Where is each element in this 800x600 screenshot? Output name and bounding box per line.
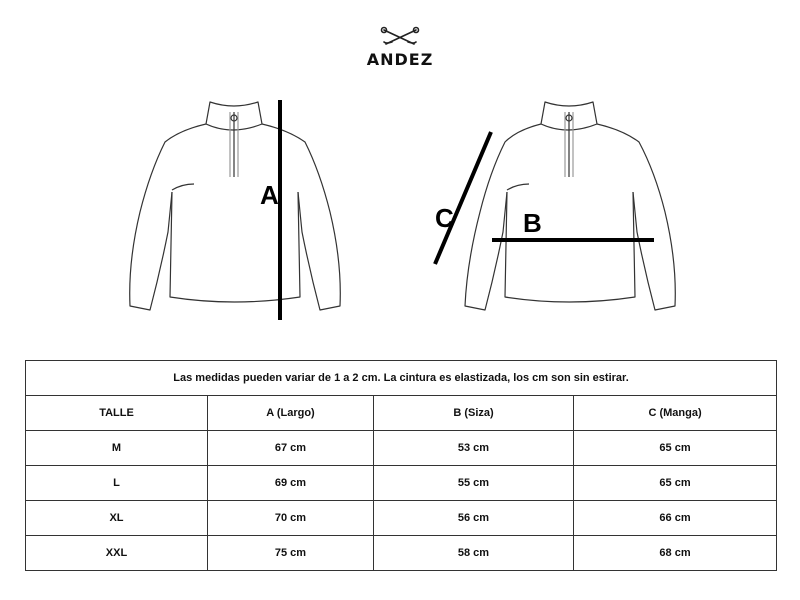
jacket-diagram-width-sleeve: [425, 92, 685, 332]
cell-b: 58 cm: [374, 536, 574, 571]
label-c: C: [435, 203, 454, 233]
cell-c: 65 cm: [574, 466, 777, 501]
header-a-largo: A (Largo): [208, 396, 374, 431]
size-chart-table: [25, 360, 777, 571]
cell-a: 75 cm: [208, 536, 374, 571]
cell-talle: XL: [26, 501, 208, 536]
cell-c: 68 cm: [574, 536, 777, 571]
header-talle: TALLE: [26, 396, 208, 431]
header-b-siza: B (Siza): [374, 396, 574, 431]
cell-a: 67 cm: [208, 431, 374, 466]
table-note-row: [26, 361, 777, 396]
crossed-pins-icon: [378, 26, 422, 48]
cell-a: 70 cm: [208, 501, 374, 536]
header-c-manga: C (Manga): [574, 396, 777, 431]
cell-c: 66 cm: [574, 501, 777, 536]
table-row: [26, 501, 777, 536]
brand-name: ANDEZ: [366, 50, 434, 69]
jacket-diagram-length: [110, 92, 370, 332]
label-b: B: [523, 208, 542, 238]
cell-talle: XXL: [26, 536, 208, 571]
measurement-note: Las medidas pueden variar de 1 a 2 cm. La cintura es elastizada, los cm son sin estirar.: [26, 361, 777, 396]
table-header-row: [26, 396, 777, 431]
cell-talle: L: [26, 466, 208, 501]
cell-b: 56 cm: [374, 501, 574, 536]
cell-c: 65 cm: [574, 431, 777, 466]
brand-logo: [360, 26, 440, 76]
cell-b: 55 cm: [374, 466, 574, 501]
table-row: [26, 536, 777, 571]
cell-talle: M: [26, 431, 208, 466]
cell-b: 53 cm: [374, 431, 574, 466]
table-row: [26, 466, 777, 501]
table-row: [26, 431, 777, 466]
cell-a: 69 cm: [208, 466, 374, 501]
label-a: A: [260, 180, 279, 210]
